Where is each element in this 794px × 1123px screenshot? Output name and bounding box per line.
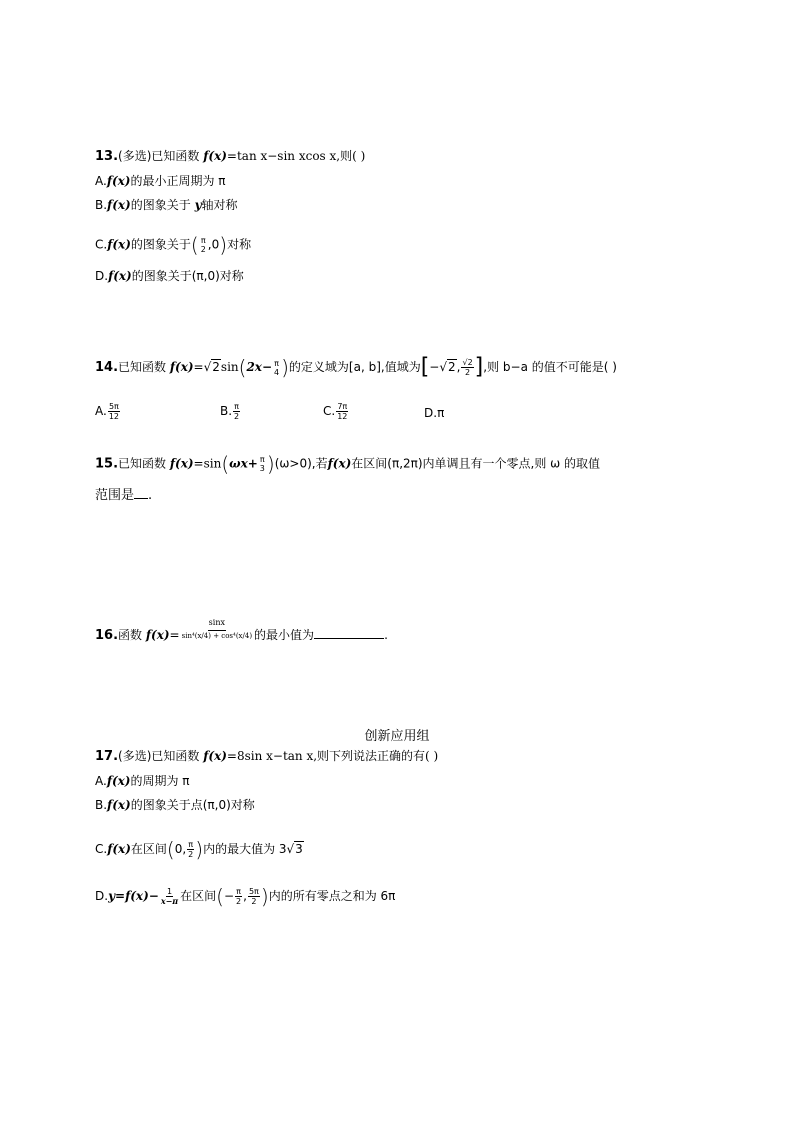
q16-stem-pre: 函数 xyxy=(118,628,143,642)
q17-expr: =8sin x−tan x,则下列说法正确的有( ) xyxy=(226,749,439,763)
q14-option-a: A. $\frac{5\pi}{12}$ xyxy=(95,402,119,421)
q13-option-b xyxy=(95,197,238,213)
q17-c-sqrt: 3 xyxy=(295,842,303,856)
q14-range-sqrt: 2 xyxy=(448,360,456,374)
q17-d-frac: $\frac{1}{x-\pi}$ xyxy=(160,887,179,906)
q14-arg: 2x− xyxy=(246,360,273,374)
q13-number: 13. xyxy=(95,149,119,164)
q17-d-neg: − xyxy=(223,889,235,903)
q14-b-frac: $\frac{\pi}{2}$ xyxy=(234,402,240,421)
q14-range-neg: − xyxy=(429,360,440,374)
q15-answer-blank[interactable] xyxy=(134,486,148,499)
q16-eq: = xyxy=(169,628,180,642)
q17-option-d: D.y=f(x)− $\frac{1}{x-\pi}$ 在区间(− $\frac{\pi}{2}$ , $\frac{5\pi}{2}$ )内的所有零点之和为 6π xyxy=(95,884,396,909)
q17-c-int: 0, xyxy=(174,842,187,856)
q13-c-tail: ,0 xyxy=(207,237,220,252)
q13-d-text: 的图象关于(π,0)对称 xyxy=(131,269,244,283)
q15-arg-frac: π 3 xyxy=(259,455,265,473)
q13-b-label: B. xyxy=(95,198,108,212)
q15-line2 xyxy=(95,486,152,504)
q17-number: 17. xyxy=(95,749,119,764)
q14-stem: 14.已知函数 f(x)=√2sin(2x− π 4 )的定义域为[a, b],值域为[−√2, $\frac{√2}{2}$ ],则 b−a 的值不可能是( ) xyxy=(95,354,617,380)
q17-option-a xyxy=(95,773,190,789)
q13-c-text: 的图象关于 xyxy=(130,237,191,252)
q15-func: f(x) xyxy=(169,456,194,471)
q14-func: f(x) xyxy=(169,360,194,374)
q17-b-label: B. xyxy=(95,798,108,812)
q17-func: f(x) xyxy=(203,749,227,763)
q17-d-label: D. xyxy=(95,889,109,903)
q14-c-frac: $\frac{7\pi}{12}$ xyxy=(337,402,348,421)
q17-c-text: 在区间 xyxy=(130,842,167,856)
q17-b-func: f(x) xyxy=(107,798,131,812)
q14-range-frac: $\frac{√2}{2}$ xyxy=(462,358,473,377)
q17-c-func: f(x) xyxy=(107,842,131,856)
q13-c-end: 对称 xyxy=(227,237,252,252)
q17-option-b xyxy=(95,797,255,813)
q16-end: . xyxy=(384,628,388,642)
q14-number: 14. xyxy=(95,360,119,375)
q16-tail: 的最小值为 xyxy=(254,628,315,642)
q14-eq: = xyxy=(193,360,204,374)
q17-c-tail: 内的最大值为 3 xyxy=(203,842,287,856)
q15-end: . xyxy=(148,488,153,503)
q14-sin: sin xyxy=(220,360,239,374)
q17-c-frac: $\frac{\pi}{2}$ xyxy=(188,840,194,859)
q15-func2: f(x) xyxy=(327,456,352,471)
q17-a-func: f(x) xyxy=(106,774,131,788)
q17-stem xyxy=(95,748,438,765)
q14-domain: 的定义域为[a, b],值域为 xyxy=(288,360,421,374)
q16-answer-blank[interactable] xyxy=(314,626,384,639)
q15-cond: (ω>0),若 xyxy=(274,456,328,471)
q13-d-label: D. xyxy=(95,269,109,283)
q15-stem-pre: 已知函数 xyxy=(118,456,167,471)
q14-a-frac: $\frac{5\pi}{12}$ xyxy=(108,402,119,421)
q16-number: 16. xyxy=(95,628,119,643)
q17-d-frac1: $\frac{\pi}{2}$ xyxy=(236,887,242,906)
q15-eq: =sin xyxy=(193,456,222,471)
q16-stem xyxy=(95,618,388,647)
q15-stem: 15.已知函数 f(x)=sin(ωx+ π 3 )(ω>0),若f(x)在区间(π,2π)内单调且有一个零点,则 ω 的取值 xyxy=(95,452,601,476)
q13-b-func: f(x) xyxy=(107,198,131,212)
q14-sqrt: 2 xyxy=(212,360,220,374)
q15-number: 15. xyxy=(95,456,119,472)
q14-option-b: B. $\frac{\pi}{2}$ xyxy=(220,402,240,421)
q15-line2-text: 范围是 xyxy=(95,488,135,503)
q13-func: f(x) xyxy=(203,149,227,163)
q14-tail: ,则 b−a 的值不可能是( ) xyxy=(483,360,617,374)
q13-stem xyxy=(95,148,365,165)
q16-func: f(x) xyxy=(145,628,170,642)
q16-frac: $\frac{\sin x}{\text{sin⁴(x/4) + cos⁴(x/4)}}$ xyxy=(181,618,253,640)
q14-stem-pre: 已知函数 xyxy=(118,360,167,374)
q17-d-frac2: $\frac{5\pi}{2}$ xyxy=(248,887,259,906)
q13-a-label: A. xyxy=(95,174,107,188)
q13-stem-pre: (多选)已知函数 xyxy=(118,149,200,163)
q17-d-pre: y=f(x)− xyxy=(108,889,159,903)
q13-a-text: 的最小正周期为 π xyxy=(130,174,226,188)
q13-d-func: f(x) xyxy=(108,269,132,283)
q17-a-text: 的周期为 π xyxy=(130,774,190,788)
q13-c-func: f(x) xyxy=(107,237,131,252)
q14-arg-frac: π 4 xyxy=(274,358,280,377)
q13-option-a xyxy=(95,173,226,189)
q17-b-text: 的图象关于点(π,0)对称 xyxy=(130,798,255,812)
q13-c-frac: π 2 xyxy=(200,236,206,254)
q15-rest: 在区间(π,2π)内单调且有一个零点,则 ω 的取值 xyxy=(351,456,601,471)
section-title: 创新应用组 xyxy=(364,729,430,744)
q13-b-var: y xyxy=(194,198,202,212)
q17-stem-pre: (多选)已知函数 xyxy=(118,749,200,763)
q17-a-label: A. xyxy=(95,774,107,788)
q13-c-label: C. xyxy=(95,237,108,252)
q13-b-tail: 轴对称 xyxy=(201,198,238,212)
q17-option-c: C.f(x)在区间(0, $\frac{\pi}{2}$ )内的最大值为 3√3 xyxy=(95,837,303,862)
q13-b-text: 的图象关于 xyxy=(130,198,191,212)
q14-option-d: D.π xyxy=(424,406,445,420)
q13-option-c: C.f(x)的图象关于( π 2 ,0)对称 xyxy=(95,233,252,257)
q15-arg: ωx+ xyxy=(229,456,258,471)
q17-d-tail: 内的所有零点之和为 6π xyxy=(268,889,396,903)
q13-a-func: f(x) xyxy=(106,174,131,188)
q17-d-mid: 在区间 xyxy=(180,889,217,903)
q13-option-d xyxy=(95,268,244,284)
q14-option-c: C. $\frac{7\pi}{12}$ xyxy=(323,402,348,421)
q17-c-label: C. xyxy=(95,842,108,856)
q13-expr: =tan x−sin xcos x,则( ) xyxy=(226,149,366,163)
